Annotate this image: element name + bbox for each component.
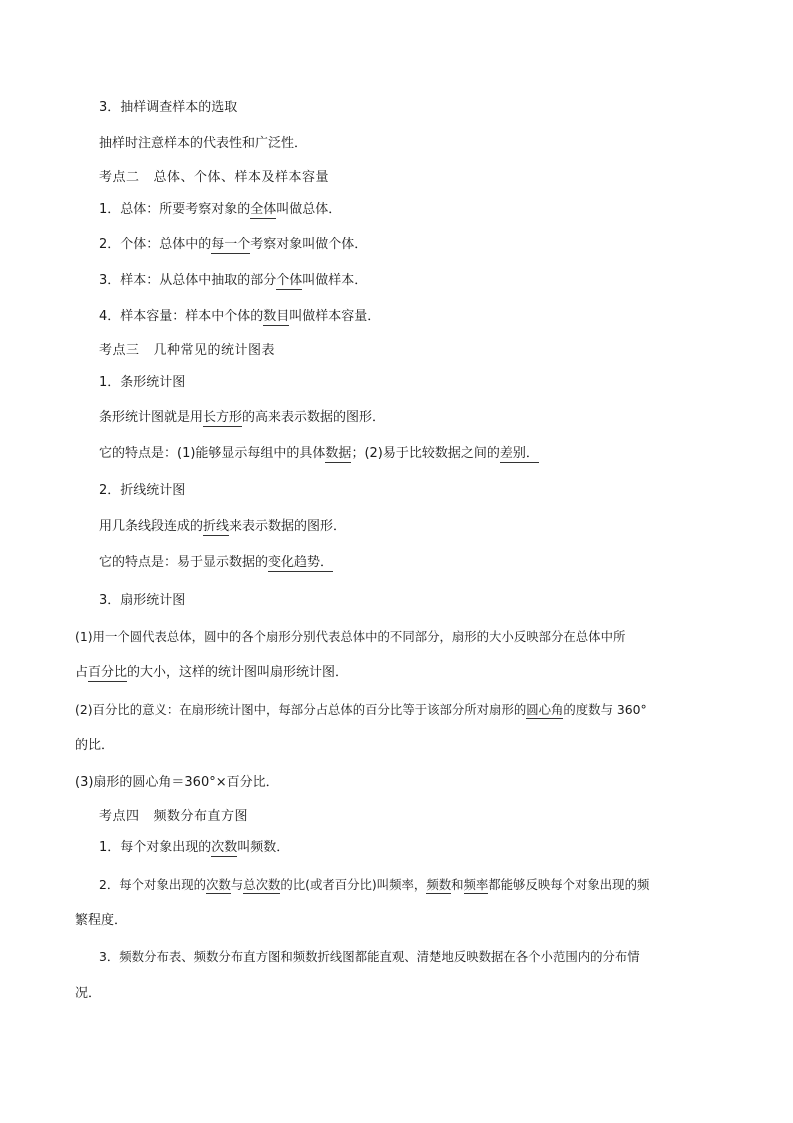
blank-answer: 数目 xyxy=(263,309,290,324)
blank-answer: 折线 xyxy=(203,519,230,534)
blank-answer: 每一个 xyxy=(211,237,251,252)
kaodian-2-heading xyxy=(99,169,329,187)
blank-answer: 长方形 xyxy=(203,410,243,425)
text: 用几条线段连成的 xyxy=(99,519,204,534)
text: 4．样本容量：样本中个体的 xyxy=(99,309,264,324)
text: 叫做总体． xyxy=(276,202,342,217)
bar-chart-definition xyxy=(99,409,385,427)
text: 2．每个对象出现的 xyxy=(99,877,207,892)
heading-number: 考点三 xyxy=(99,343,140,358)
text: 的高来表示数据的图形． xyxy=(242,410,386,425)
text: 条形统计图就是用 xyxy=(99,410,204,425)
blank-answer: 总次数 xyxy=(243,877,281,892)
line-chart-definition xyxy=(99,518,346,536)
text: 叫做样本． xyxy=(302,273,368,288)
k2-item-3 xyxy=(99,272,367,290)
k2-item-4 xyxy=(99,308,380,326)
text: 它的特点是：易于显示数据的 xyxy=(99,555,269,570)
text: 来表示数据的图形． xyxy=(229,519,347,534)
bar-chart-features xyxy=(99,445,539,463)
k2-item-2 xyxy=(99,236,367,254)
blank-answer: 数据 xyxy=(325,446,352,461)
text: 2．个体：总体中的 xyxy=(99,237,212,252)
blank-answer: 个体 xyxy=(276,273,303,288)
k4-item-3-line-1: 3．频数分布表、频数分布直方图和频数折线图都能直观、清楚地反映数据在各个小范围内的分布情 xyxy=(99,949,640,964)
text: ；(2)易于比较数据之间的 xyxy=(351,446,500,461)
kaodian-3-heading xyxy=(99,342,275,360)
blank-answer: 次数 xyxy=(211,840,238,855)
text: (2)百分比的意义：在扇形统计图中，每部分占总体的百分比等于该部分所对扇形的 xyxy=(75,702,527,717)
text: 与 xyxy=(230,877,244,892)
kaodian-4-heading xyxy=(99,808,248,826)
text: 都能够反映每个对象出现的频 xyxy=(488,877,650,892)
text: 考察对象叫做个体． xyxy=(250,237,368,252)
heading-title: 几种常见的统计图表 xyxy=(153,343,276,358)
k4-item-2-line-2: 繁程度． xyxy=(75,913,128,928)
blank-answer: 频数 xyxy=(426,877,452,892)
line-chart-features xyxy=(99,554,333,572)
blank-answer: 百分比 xyxy=(88,665,128,680)
text: 的大小，这样的统计图叫扇形统计图． xyxy=(127,665,349,680)
pie-chart-title: 3．扇形统计图 xyxy=(99,593,186,608)
text: 的比(或者百分比)叫频率， xyxy=(280,877,427,892)
line-chart-title: 2．折线统计图 xyxy=(99,483,186,498)
text: 1．每个对象出现的 xyxy=(99,840,212,855)
heading-number: 考点二 xyxy=(99,170,140,185)
heading-title: 频数分布直方图 xyxy=(153,809,249,824)
text: 占 xyxy=(75,665,89,680)
blank-answer: 次数 xyxy=(206,877,231,892)
text: 1．总体：所要考察对象的 xyxy=(99,202,251,217)
text: 和 xyxy=(451,877,464,892)
text: 叫频数． xyxy=(237,840,290,855)
heading-number: 考点四 xyxy=(99,809,140,824)
blank-answer: 全体 xyxy=(250,202,277,217)
pie-chart-para-2-line-2: 的比． xyxy=(75,738,115,753)
k4-item-1 xyxy=(99,839,289,857)
section-3-text: 抽样时注意样本的代表性和广泛性． xyxy=(99,136,308,151)
k4-item-3-line-2: 况． xyxy=(75,986,102,1001)
section-3-title: 3．抽样调查样本的选取 xyxy=(99,100,238,115)
blank-answer: 变化趋势． xyxy=(268,555,334,570)
k2-item-1 xyxy=(99,201,341,219)
heading-title: 总体、个体、样本及样本容量 xyxy=(153,170,330,185)
text: 的度数与 360° xyxy=(563,702,647,717)
pie-chart-para-1-line-1: (1)用一个圆代表总体，圆中的各个扇形分别代表总体中的不同部分，扇形的大小反映部分在总体中所 xyxy=(75,629,626,644)
text: 它的特点是：(1)能够显示每组中的具体 xyxy=(99,446,326,461)
text: 3．样本：从总体中抽取的部分 xyxy=(99,273,277,288)
blank-answer: 圆心角 xyxy=(526,702,564,717)
bar-chart-title: 1．条形统计图 xyxy=(99,375,186,390)
text: 叫做样本容量． xyxy=(289,309,381,324)
blank-answer: 频率 xyxy=(463,877,489,892)
k4-item-2-line-1 xyxy=(99,876,649,894)
blank-answer: 差别． xyxy=(499,446,539,461)
pie-chart-para-1-line-2 xyxy=(75,664,348,682)
pie-chart-para-2-line-1 xyxy=(75,701,647,719)
pie-chart-para-3: (3)扇形的圆心角＝360°×百分比． xyxy=(75,775,279,790)
